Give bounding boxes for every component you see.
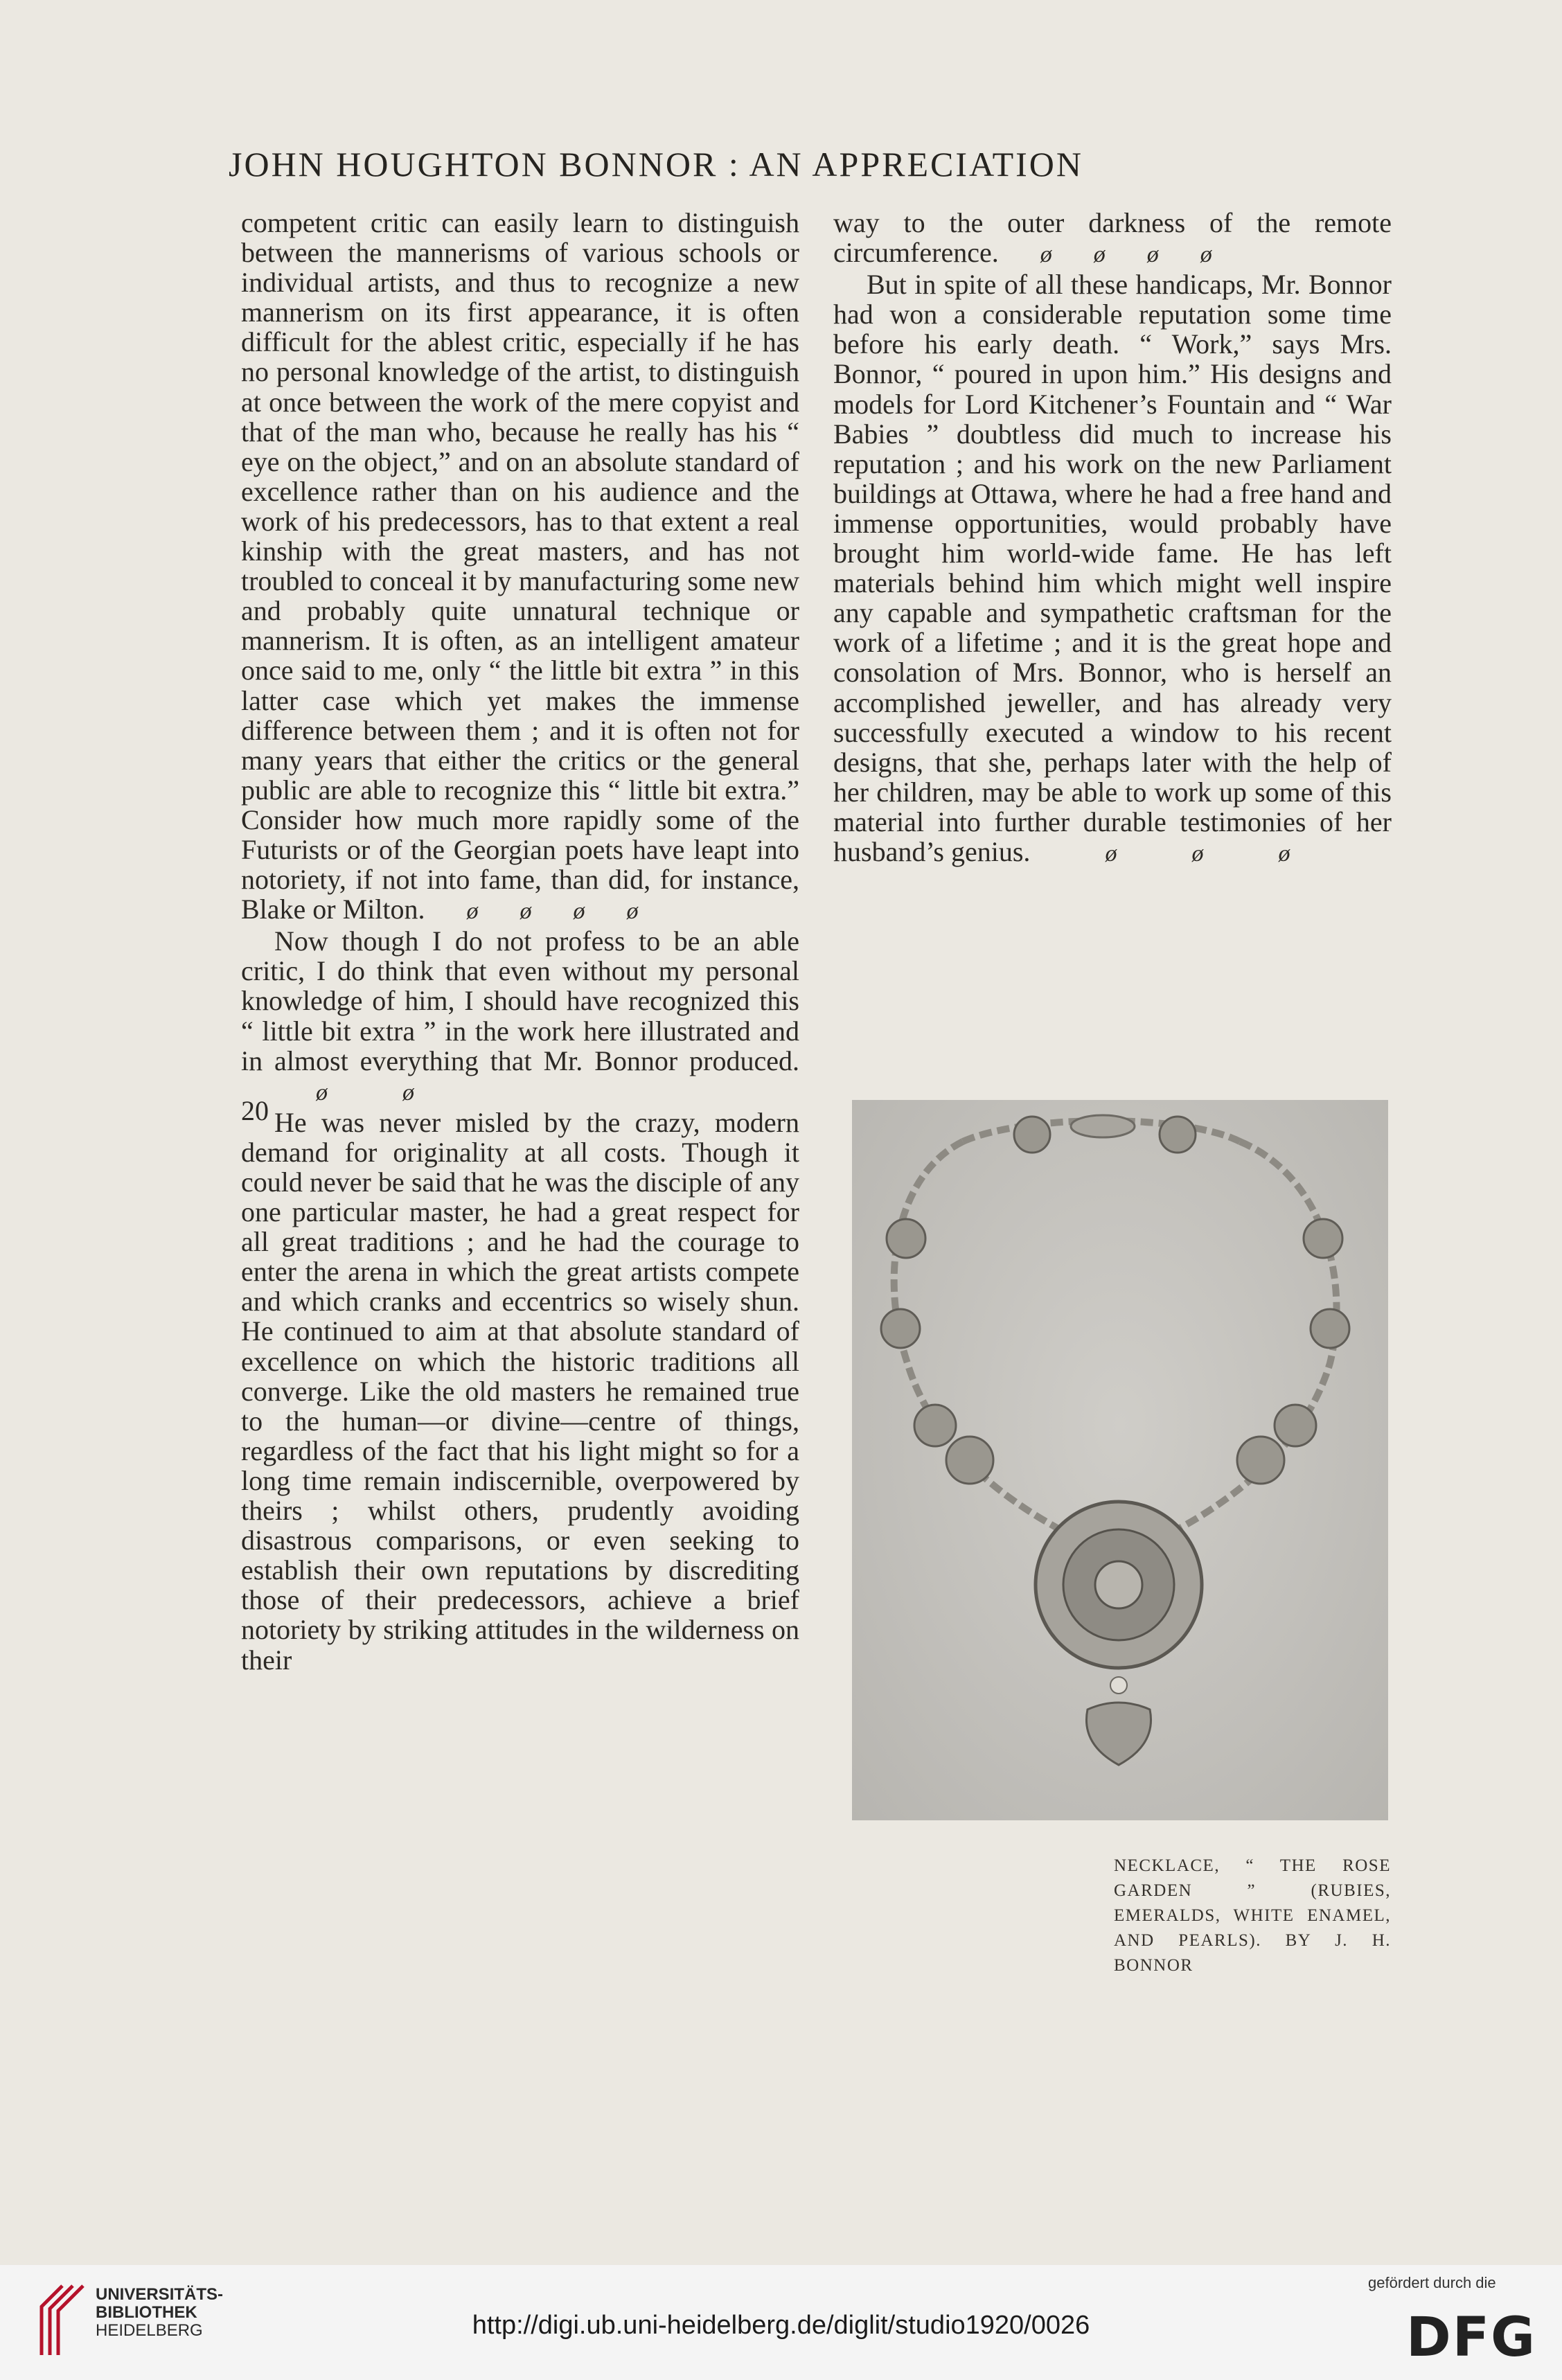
library-name-line: HEIDELBERG	[96, 2321, 203, 2340]
paragraph	[241, 1108, 799, 1675]
paragraph-text: He was never misled by the crazy, modern demand for originality at all costs. Though it could never be said that he was the disciple of any one particular master, he had a great respect for all great traditions ; and he had the courage to enter the arena in which the great artists compete and which cranks and eccentrics so wisely shun. He continued to aim at that absolute standard of excellence on which the historic traditions all converge. Like the old masters he remained true to the human—or divine—centre of things, regardless of the fact that his light might so for a long time remain indiscernible, overpowered by theirs ; whilst others, prudently avoiding disastrous comparisons, or even seeking to establish their own reputations by discrediting those of their predecessors, achieve a brief notoriety by striking attitudes in the wilderness on their	[241, 1106, 799, 1676]
ornament: ø	[520, 898, 532, 925]
ornament: ø	[1105, 840, 1117, 867]
library-name-line: BIBLIOTHEK	[96, 2303, 197, 2322]
page-number: 20	[241, 1095, 269, 1126]
library-name-line: UNIVERSITÄTS-	[96, 2285, 224, 2304]
ornament: ø	[1093, 242, 1106, 268]
left-column	[241, 208, 799, 1675]
ornament: ø	[1146, 242, 1159, 268]
paragraph-text: competent critic can easily learn to distinguish between the mannerisms of various schools or individual artists, and thus to recognize a new mannerism on its first appearance, it is often difficult for the ablest critic, especially if he has no personal knowledge of the artist, to distinguish at once between the work of the mere copyist and that of the man who, because he really has his “ eye on the object,” and on an absolute standard of excellence rather than on his audience and the work of his predecessors, has to that extent a real kinship with the great masters, and has not troubled to conceal it by manufacturing some new and probably quite unnatural technique or mannerism. It is often, as an intelligent amateur once said to me, only “ the little bit extra ” in this latter case which yet makes the immense difference between them ; and it is often not for many years that either the critics or the general public are able to recognize this “ little bit extra.” Consider how much more rapidly some of the Futurists or of the Georgian poets have leapt into notoriety, if not into fame, than did, for instance, Blake or Milton.	[241, 207, 799, 925]
ornament: ø	[1200, 242, 1212, 268]
funding-label: gefördert durch die	[1368, 2274, 1496, 2291]
dfg-logo: DFG	[1406, 2307, 1537, 2369]
ornament: ø	[626, 898, 639, 925]
necklace-photograph	[852, 1100, 1388, 1820]
ornament: ø	[466, 898, 479, 925]
paragraph-text: Now though I do not profess to be an able critic, I do think that even without my personal knowledge of him, I should have recognized this “ little bit extra ” in the work here illustrated and in almost everything that Mr. Bonnor produced.	[241, 925, 799, 1076]
paragraph	[833, 269, 1392, 869]
ornament: ø	[573, 898, 585, 925]
paragraph	[241, 208, 799, 926]
right-column	[833, 208, 1392, 869]
paragraph	[833, 208, 1392, 269]
ornament: ø	[316, 1079, 328, 1105]
ornament: ø	[1278, 840, 1290, 867]
ornament: ø	[1040, 242, 1052, 268]
necklace-image	[852, 1100, 1388, 1820]
figure-caption: NECKLACE, “ THE ROSE GARDEN ” (RUBIES, EMERALDS, WHITE ENAMEL, AND PEARLS). BY J. H. BONNOR	[1114, 1856, 1391, 1975]
running-head: JOHN HOUGHTON BONNOR : AN APPRECIATION	[229, 145, 1083, 184]
paragraph-text: way to the outer darkness of the remote circumference.	[833, 207, 1392, 269]
paragraph-text: But in spite of all these handicaps, Mr. Bonnor had won a considerable reputation some time before his early death. “ Work,” says Mrs. Bonnor, “ poured in upon him.” His designs and models for Lord Kitchener’s Fountain and “ War Babies ” doubtless did much to increase his reputation ; and his work on the new Parliament buildings at Ottawa, where he had a free hand and immense opportunities, would probably have brought him world-wide fame. He has left materials behind him which might well inspire any capable and sympathetic craftsman for the work of a lifetime ; and it is the great hope and consolation of Mrs. Bonnor, who is herself an accomplished jeweller, and has already very successfully executed a window to his recent designs, that she, perhaps later with the help of her children, may be able to work up some of this material into further durable testimonies of her husband’s genius.	[833, 269, 1392, 867]
ornament: ø	[402, 1079, 414, 1105]
ornament: ø	[1191, 840, 1204, 867]
source-url-link[interactable]: http://digi.ub.uni-heidelberg.de/diglit/studio1920/0026	[472, 2311, 1090, 2340]
paragraph	[241, 926, 799, 1108]
